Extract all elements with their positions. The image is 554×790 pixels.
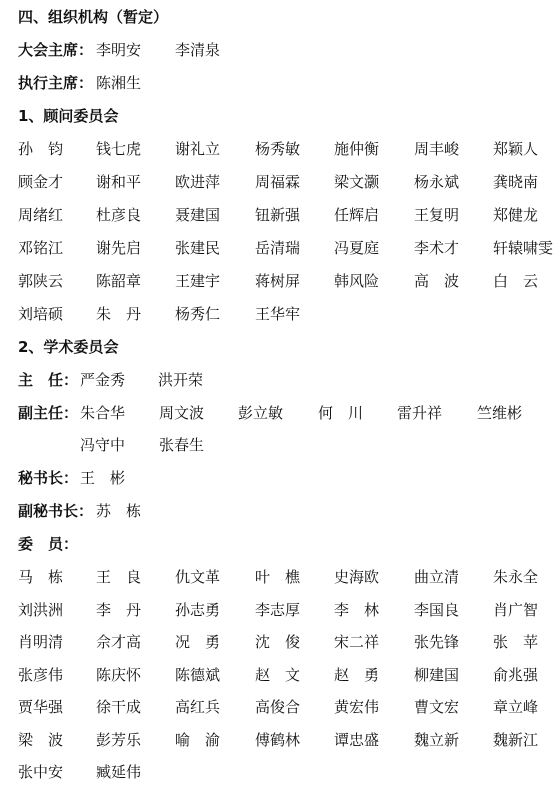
person-name: 赵 勇 [334, 665, 380, 684]
person-name: 马 栋 [18, 568, 64, 586]
person-name: 肖广智 [493, 600, 539, 619]
person-name: 李 丹 [96, 600, 142, 619]
person-name: 梁 波 [18, 730, 64, 749]
person-name: 轩辕啸雯 [493, 239, 554, 257]
person-name: 钱七虎 [96, 140, 142, 158]
deputy-name: 雷升祥 [397, 404, 443, 422]
person-name: 肖明清 [18, 633, 64, 651]
person-name: 柳建国 [414, 665, 460, 684]
person-name: 郑颖人 [493, 140, 539, 158]
person-name: 张建民 [175, 239, 221, 257]
person-name: 谢礼立 [175, 140, 221, 158]
advisory-heading: 1、顾问委员会 [18, 107, 119, 125]
person-name: 欧进萍 [175, 173, 221, 191]
person-name: 刘培硕 [18, 305, 64, 323]
deputy-name: 张春生 [159, 436, 205, 454]
person-name: 邓铭江 [18, 239, 64, 257]
person-name: 李 林 [334, 600, 380, 619]
person-name: 宋二祥 [334, 633, 380, 651]
deputy-name: 竺维彬 [477, 404, 523, 422]
chair-name: 李明安 [96, 41, 142, 59]
person-name: 李国良 [414, 600, 460, 619]
person-name: 龚晓南 [493, 173, 539, 191]
person-name: 陈韶章 [96, 272, 142, 290]
deputy-line [18, 400, 548, 426]
deputy-name: 朱合华 [80, 404, 126, 422]
person-name: 杨永斌 [414, 173, 460, 191]
person-name: 王华牢 [255, 305, 301, 323]
advisory-row [18, 169, 554, 195]
deputy-secretary-line [18, 498, 142, 524]
person-name: 杨秀敏 [255, 140, 301, 158]
advisory-row [18, 268, 554, 294]
member-row [18, 662, 554, 688]
person-name: 仇文革 [175, 568, 221, 586]
person-name: 张彦伟 [18, 665, 64, 684]
person-name: 徐干成 [96, 698, 142, 716]
person-name: 李术才 [414, 239, 460, 257]
person-name: 朱永全 [493, 568, 539, 586]
secretary-line [18, 465, 126, 491]
person-name: 孙志勇 [175, 600, 221, 619]
person-name: 曹文宏 [414, 698, 460, 716]
person-name: 郭陕云 [18, 272, 64, 290]
person-name: 陈德斌 [175, 665, 221, 684]
person-name: 黄宏伟 [334, 698, 380, 716]
deputy-line-2 [18, 432, 318, 458]
person-name: 王建宇 [175, 272, 221, 290]
advisory-row [18, 136, 554, 162]
person-name: 贾华强 [18, 698, 64, 716]
person-name: 周绪红 [18, 206, 64, 224]
advisory-row [18, 202, 554, 228]
person-name: 章立峰 [493, 698, 539, 716]
person-name: 彭芳乐 [96, 730, 142, 749]
chair-name: 李清泉 [175, 41, 221, 59]
person-name: 况 勇 [175, 633, 221, 651]
secretary-label: 秘书长： [18, 469, 79, 487]
person-name: 冯夏庭 [334, 239, 380, 257]
person-name: 岳清瑞 [255, 239, 301, 257]
person-name: 朱 丹 [96, 305, 142, 323]
section-heading: 四、组织机构（暂定） [18, 8, 169, 26]
deputy-label: 副主任： [18, 404, 79, 422]
person-name: 谢和平 [96, 173, 142, 191]
person-name: 傅鹤林 [255, 730, 301, 749]
exec-chair-line [18, 70, 142, 96]
member-row [18, 564, 554, 590]
chairs-line [18, 37, 221, 63]
person-name: 谭忠盛 [334, 730, 380, 749]
deputy-secretary-name: 苏 栋 [96, 502, 142, 520]
person-name: 施仲衡 [334, 140, 380, 158]
advisory-row [18, 301, 554, 327]
person-name: 郑健龙 [493, 206, 539, 224]
chairs-label: 大会主席： [18, 41, 94, 59]
person-name: 叶 樵 [255, 568, 301, 586]
person-name: 聂建国 [175, 206, 221, 224]
director-name: 洪开荣 [158, 371, 204, 389]
person-name: 魏立新 [414, 730, 460, 749]
director-name: 严金秀 [80, 371, 126, 389]
person-name: 陈庆怀 [96, 665, 142, 684]
person-name: 蒋树屏 [255, 272, 301, 290]
person-name: 任辉启 [334, 206, 380, 224]
person-name: 高 波 [414, 272, 460, 290]
person-name: 孙 钧 [18, 140, 64, 158]
member-row [18, 597, 554, 623]
person-name: 梁文灏 [334, 173, 380, 191]
person-name: 臧延伟 [96, 763, 142, 781]
person-name: 佘才高 [96, 633, 142, 651]
deputy-name: 周文波 [159, 404, 205, 422]
deputy-name: 冯守中 [80, 436, 126, 454]
exec-chair-name: 陈湘生 [96, 74, 142, 92]
academic-heading: 2、学术委员会 [18, 338, 119, 356]
member-row [18, 694, 554, 720]
advisory-row [18, 235, 554, 261]
deputy-secretary-label: 副秘书长： [18, 502, 94, 520]
deputy-name: 彭立敏 [238, 404, 284, 422]
person-name: 高红兵 [175, 698, 221, 716]
person-name: 顾金才 [18, 173, 64, 191]
person-name: 曲立清 [414, 568, 460, 586]
members-label: 委 员： [18, 535, 79, 553]
deputy-name: 何 川 [318, 404, 364, 422]
person-name: 张 苹 [493, 633, 539, 651]
person-name: 钮新强 [255, 206, 301, 224]
person-name: 高俊合 [255, 698, 301, 716]
person-name: 魏新江 [493, 730, 539, 749]
director-line [18, 367, 204, 393]
person-name: 沈 俊 [255, 633, 301, 651]
exec-chair-label: 执行主席： [18, 74, 94, 92]
person-name: 史海欧 [334, 568, 380, 586]
person-name: 俞兆强 [493, 665, 539, 684]
member-row [18, 727, 554, 753]
person-name: 白 云 [493, 272, 539, 290]
person-name: 韩风险 [334, 272, 380, 290]
person-name: 张中安 [18, 763, 64, 781]
person-name: 王 良 [96, 568, 142, 586]
person-name: 谢先启 [96, 239, 142, 257]
person-name: 赵 文 [255, 665, 301, 684]
member-row [18, 759, 554, 785]
person-name: 杨秀仁 [175, 305, 221, 323]
member-row [18, 629, 554, 655]
person-name: 李志厚 [255, 600, 301, 619]
person-name: 王复明 [414, 206, 460, 224]
person-name: 张先锋 [414, 633, 460, 651]
person-name: 周丰峻 [414, 140, 460, 158]
director-label: 主 任： [18, 371, 79, 389]
person-name: 刘洪洲 [18, 600, 64, 619]
person-name: 周福霖 [255, 173, 301, 191]
person-name: 杜彦良 [96, 206, 142, 224]
secretary-name: 王 彬 [80, 469, 126, 487]
person-name: 喻 渝 [175, 730, 221, 749]
